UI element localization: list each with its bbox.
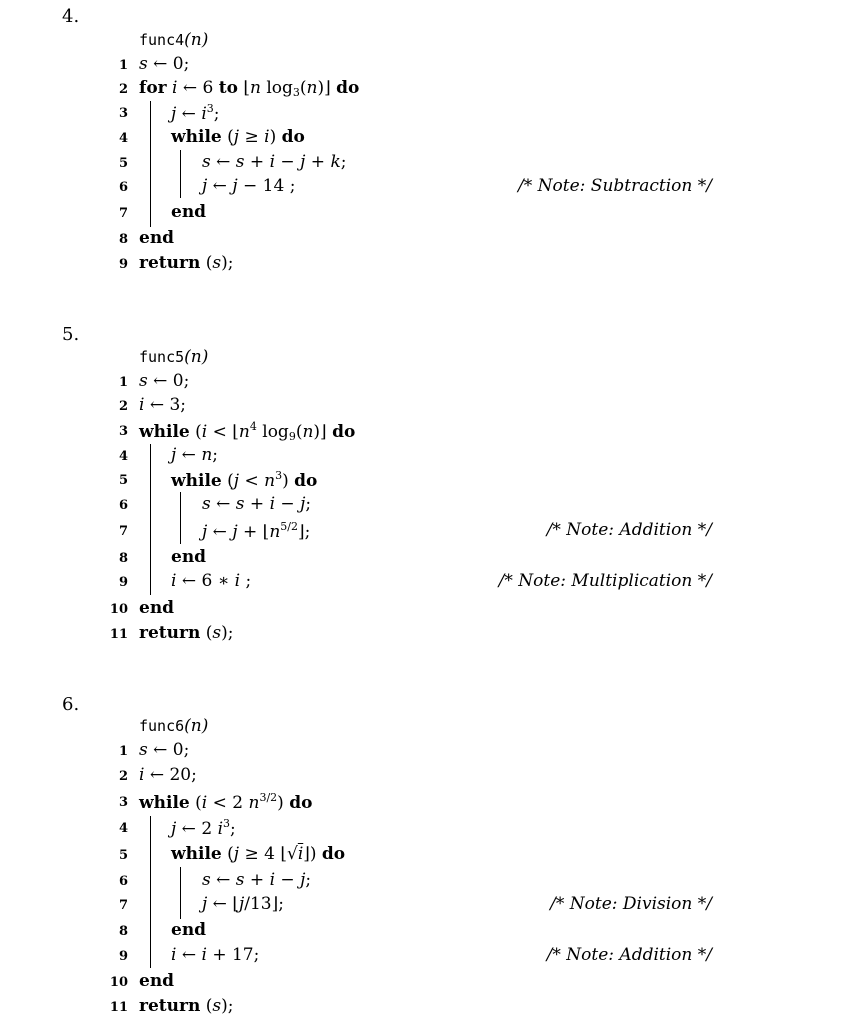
code-line: 4 j ← 2 $i^3$; bbox=[118, 817, 236, 839]
code-line: 1 s ← 0; bbox=[118, 371, 190, 391]
code-line: 5 while $(j < n^3)$ do bbox=[118, 469, 318, 491]
code-line: 4 while (j ≥ i) do bbox=[118, 127, 305, 147]
code-line: 7 j ← $j + ⌊n^{5/2}⌋$; /* Note: Addition */ bbox=[118, 520, 712, 542]
code-line: 2 for i ← 6 to ⌊n $\log_3(n)⌋$ do bbox=[118, 78, 360, 99]
code-line: 4 j ← n; bbox=[118, 445, 219, 465]
code-line: 8 end bbox=[118, 228, 175, 248]
function-name: func4(n) bbox=[139, 30, 209, 50]
code-line: 7 j ← ⌊j/13⌋; /* Note: Division */ bbox=[118, 894, 712, 914]
function-name: func6(n) bbox=[139, 716, 209, 736]
function-name: func5(n) bbox=[139, 347, 209, 367]
code-line: 8 end bbox=[118, 920, 207, 940]
code-line: 9 i ← 6 ∗ i ; /* Note: Multiplication */ bbox=[118, 571, 712, 591]
code-line: 3 while (i < 2 $n^{3/2}$) do bbox=[118, 791, 313, 813]
code-line: 5 while (j ≥ 4 ⌊√i⌋) do bbox=[118, 844, 346, 864]
code-line: 6 s ← s + i − j; bbox=[118, 870, 312, 890]
code-line: 10 end bbox=[109, 598, 175, 618]
code-line: 5 s ← s + i − j + k; bbox=[118, 152, 347, 172]
code-line: 6 s ← s + i − j; bbox=[118, 494, 312, 514]
problem-number: 6. bbox=[62, 694, 80, 715]
code-line: 3 while ($i < ⌊n^4$ $\log_9(n)⌋$ do bbox=[118, 420, 356, 443]
code-line: 2 i ← 20; bbox=[118, 765, 197, 785]
code-line: 8 end bbox=[118, 547, 207, 567]
problem-number: 4. bbox=[62, 6, 80, 27]
code-line: 10 end bbox=[109, 971, 175, 991]
note-comment: /* Note: Multiplication */ bbox=[498, 571, 712, 591]
code-line: 9 return (s); bbox=[118, 253, 234, 273]
code-line: 3 j ← $i^3$; bbox=[118, 102, 220, 124]
note-comment: /* Note: Addition */ bbox=[546, 520, 712, 540]
code-line: 2 i ← 3; bbox=[118, 395, 187, 415]
code-line: 11 return (s); bbox=[109, 996, 234, 1016]
note-comment: /* Note: Addition */ bbox=[546, 945, 712, 965]
code-line: 9 i ← i + 17; /* Note: Addition */ bbox=[118, 945, 712, 965]
note-comment: /* Note: Division */ bbox=[550, 894, 712, 914]
note-comment: /* Note: Subtraction */ bbox=[518, 176, 712, 196]
code-line: 1 s ← 0; bbox=[118, 740, 190, 760]
problem-number: 5. bbox=[62, 324, 80, 345]
code-line: 6 j ← j − 14 ; /* Note: Subtraction */ bbox=[118, 176, 712, 196]
code-line: 11 return (s); bbox=[109, 623, 234, 643]
code-line: 7 end bbox=[118, 202, 207, 222]
code-line: 1 s ← 0; bbox=[118, 54, 190, 74]
